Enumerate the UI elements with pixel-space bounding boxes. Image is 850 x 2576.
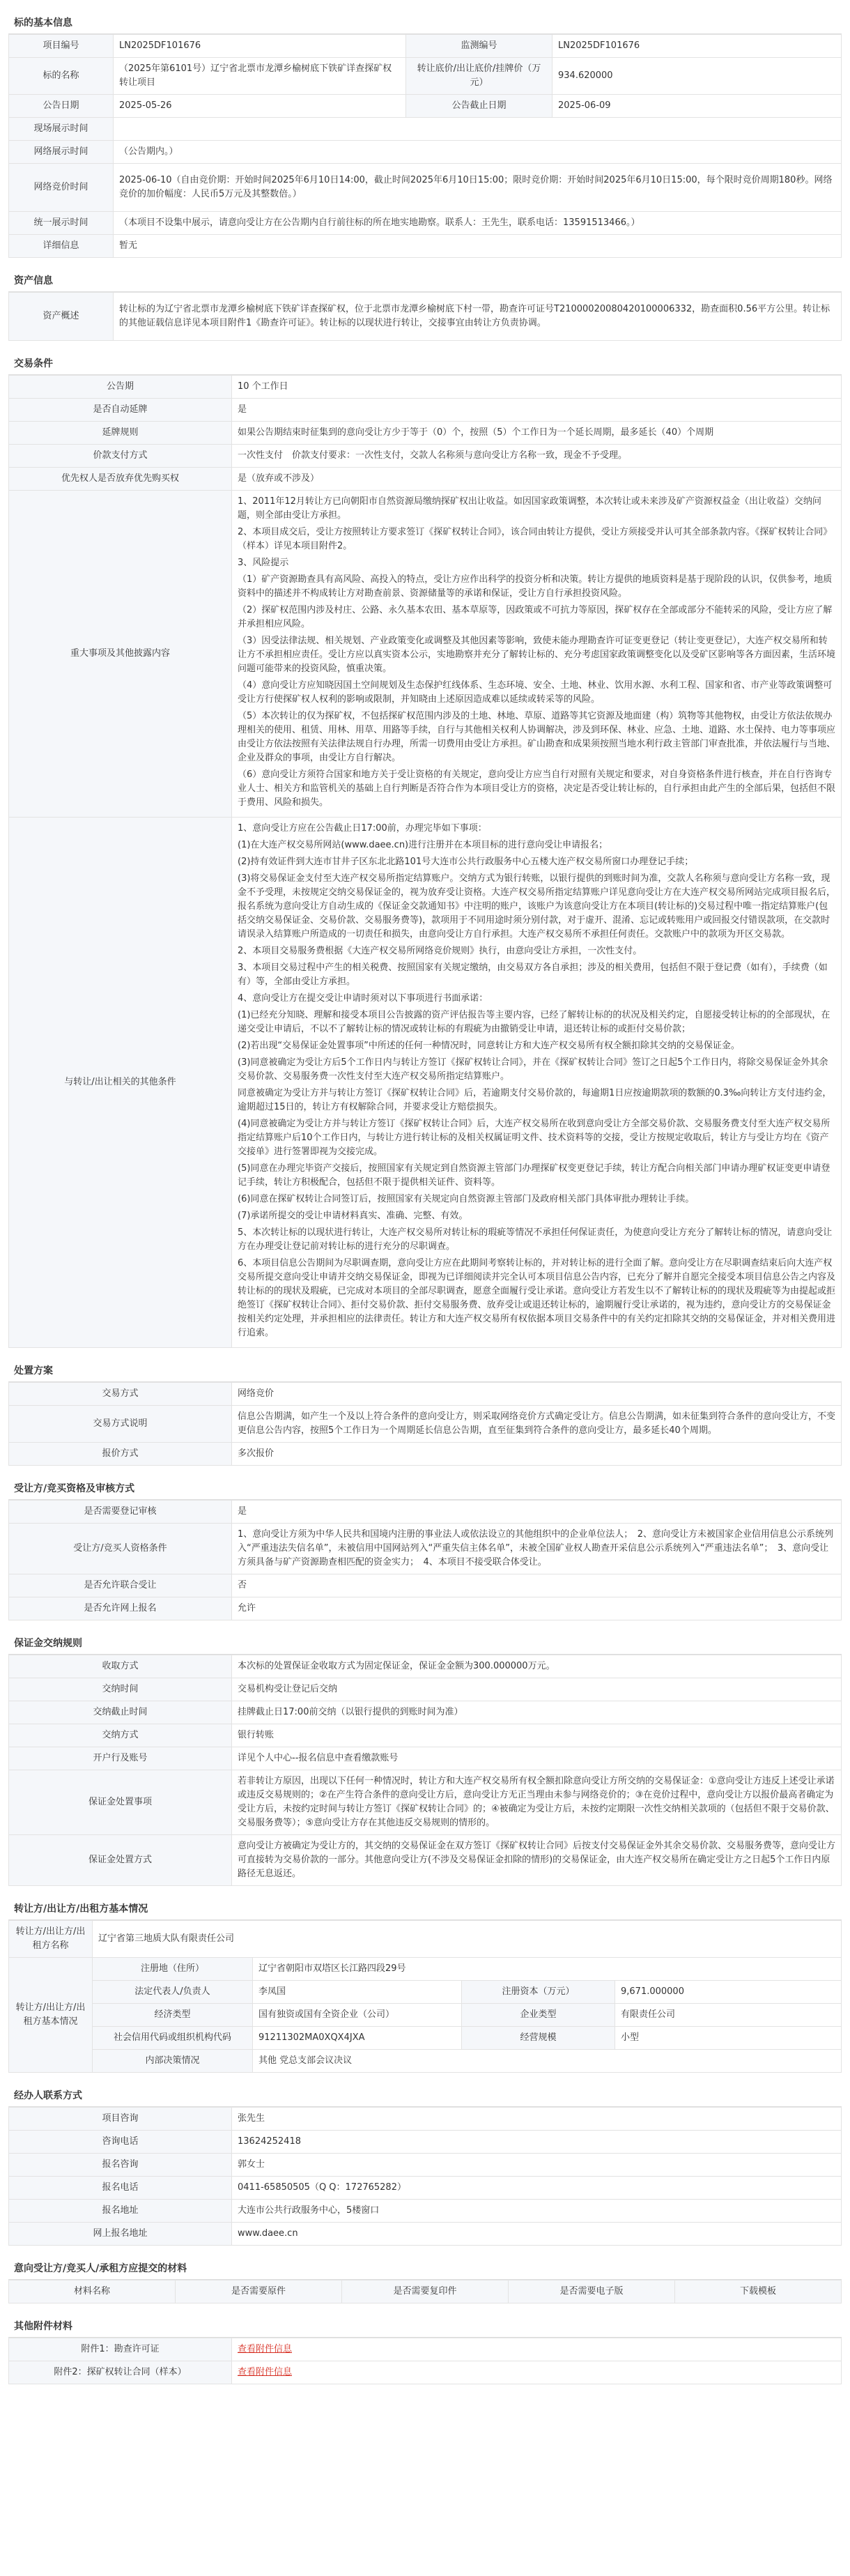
section-transferor-title: 转让方/出让方/出租方基本情况 [8, 1894, 842, 1920]
label: 保证金处置方式 [9, 1835, 232, 1886]
requirements-table [8, 1500, 842, 1620]
section-requirements-title: 受让方/竞买资格及审核方式 [8, 1474, 842, 1500]
economic-type: 国有独资或国有全资企业（公司） [253, 2004, 462, 2027]
credit-code: 91211302MA0XQX4JXA [253, 2027, 462, 2050]
legal-rep: 李凤国 [253, 1981, 462, 2004]
col-header: 材料名称 [9, 2280, 176, 2303]
label: 交易方式 [9, 1383, 232, 1406]
para: (3)将交易保证金支付至大连产权交易所指定结算账户。交纳方式为银行转账，以银行提供的到账时间为准，交款人名称须与意向受让方名称一致，现金不予受理，未按规定交纳交易保证金的，视为放弃受让资格。大连产权交易所指定结算账户详见意向受让方在大连产权交易所网站完成项目报名后，报名系统为意向受让方自动生成的《保证金交款通知书》中注明的账户，该账户为该意向受让方在本项目(转让标的)交易过程中唯一指定结算账户(包括交纳交易保证金、交易价款、交易服务费等)，款项用于不同用途时须分别付款，对于虚开、混淆、忘记或转账用户或回报交付错误款项，在交款时请误录入结算账户所造成的一切责任和损失，由意向受让方自行承担。大连产权交易所不承担任何责任。交款账户中的款项为开区交易款。 [238, 873, 836, 940]
label: 转让方/出让方/出租方基本情况 [9, 1958, 93, 2073]
label: 注册地（住所） [93, 1958, 253, 1981]
deposit-amount: 本次标的处置保证金收取方式为固定保证金，保证金金额为300.000000万元。 [232, 1655, 842, 1678]
para: 2、本项目交易服务费根据《大连产权交易所网络竞价规则》执行，由意向受让方承担，一次性支付。 [238, 946, 642, 956]
asset-overview: 转让标的为辽宁省北票市龙潭乡榆树底下铁矿详查探矿权，位于北票市龙潭乡榆树底下村一带，勘查许可证号T21000020080420100006332，勘查面积0.56平方公里。转让标的其他证载信息详见本项目附件1《勘查许可证》。转让标的以现状进行转让，交接事宜由转让方负责协调。 [114, 293, 842, 341]
label: 网上报名地址 [9, 2223, 232, 2246]
section-asset-title: 资产信息 [8, 266, 842, 292]
label: 现场展示时间 [9, 118, 114, 141]
label: 咨询电话 [9, 2131, 232, 2154]
attachments-table [8, 2338, 842, 2384]
consult-phone: 13624252418 [232, 2131, 842, 2154]
section-deposit-title: 保证金交纳规则 [8, 1629, 842, 1655]
label: 标的名称 [9, 58, 114, 95]
label: 受让方/竞买人资格条件 [9, 1524, 232, 1574]
para: 1、意向受让方应在公告截止日17:00前，办理完毕如下事项： [238, 823, 487, 834]
project-no: LN2025DF101676 [114, 35, 406, 58]
label: 是否允许网上报名 [9, 1597, 232, 1620]
label: 公告截止日期 [406, 95, 552, 118]
online-register-url: www.daee.cn [232, 2223, 842, 2246]
deposit-dispose: 若非转让方原因，出现以下任何一种情况时，转让方和大连产权交易所有权全额扣除意向受让方所交纳的交易保证金：①意向受让方违反上述受让承诺或违反交易规则的；②在产生符合条件的意向受让方后，意向受让方无正当理由未参与网络竞价的；③在竞价过程中，意向受让方以报价最高者确定为受让方后，未按约定时间与转让方签订《探矿权转让合同》的；④被确定为受让方后，未按约定期限一次性交纳相关款项的（包括但不限于交易价款、交易服务费等）；⑤意向受让方存在其他违反交易规则的情形的。 [232, 1770, 842, 1835]
para: （5）本次转让的仅为探矿权，不包括探矿权范围内涉及的土地、林地、草原、道路等其它资源及地面建（构）筑物等其他物权，由受让方依法依规办理相关的使用、租赁、用林、用草、用路等手续，自行与其他相关权利人协调解决，涉及到环保、林业、应急、土地、道路、水土保持、电力等事项应由受让方依法按照有关法律法规自行办理，所需一切费用由受让方承担。矿山勘查和成果须按照当地水利行政主管部门审查批准，并依法履行与当地、企业及群众的事项，由受让方自行解决。 [238, 711, 836, 763]
para: （6）意向受让方须符合国家和地方关于受让资格的有关规定，意向受让方应当自行对照有关规定和要求，对自身资格条件进行核查，并在自行咨询专业人士、相关方和监管机关的基础上自行判断是否符合作为本项目受让方的资格，决定是否受让转让标的，自行承担由此产生的全部后果，包括但不限于费用、风险和损失。 [238, 769, 836, 808]
asset-table [8, 292, 842, 341]
deposit-time: 交易机构受让登记后交纳 [232, 1678, 842, 1701]
label: 经营规模 [462, 2027, 615, 2050]
other-conditions [232, 818, 842, 1348]
label: 法定代表人/负责人 [93, 1981, 253, 2004]
contact-table [8, 2107, 842, 2246]
project-contact: 张先生 [232, 2108, 842, 2131]
label: 与转让/出让相关的其他条件 [9, 818, 232, 1348]
transferor-name: 辽宁省第三地质大队有限责任公司 [93, 1921, 842, 1958]
buyer-qualification: 1、意向受让方须为中华人民共和国境内注册的事业法人或依法设立的其他组织中的企业单位法人； 2、意向受让方未被国家企业信用信息公示系统列入“严重违法失信名单”，未被信用中国网站列入“严重失信主体名单”，未被全国矿业权人勘查开采信息公示系统列入“严重违法名单”； 3、意向受让方须具备与矿产资源勘查相匹配的资金实力； 4、本项目不接受联合体受让。 [232, 1524, 842, 1574]
label: 转让底价/出让底价/挂牌价（万元） [406, 58, 552, 95]
site-display-time [114, 118, 842, 141]
para: 同意被确定为受让方并与转让方签订《探矿权转让合同》后，若逾期支付交易价款的，每逾期1日应按逾期款项的数额的0.3‰向转让方支付违约金，逾期超过15日的，转让方有权解除合同，并要求受让方赔偿损失。 [238, 1088, 832, 1112]
bottom-spacer [8, 2384, 842, 2398]
label: 经济类型 [93, 2004, 253, 2027]
label: 是否允许联合受让 [9, 1574, 232, 1597]
materials-table [8, 2280, 842, 2303]
para: 5、本次转让标的以现状进行转让，大连产权交易所对转让标的瑕疵等情况不承担任何保证责任，为使意向受让方充分了解转让标的情况，请意向受让方在办理受让登记前对转让标的进行充分的尽职调查。 [238, 1227, 833, 1252]
label: 报价方式 [9, 1443, 232, 1466]
col-header: 是否需要原件 [176, 2280, 342, 2303]
label: 报名咨询 [9, 2154, 232, 2177]
auto-extend: 是 [232, 399, 842, 422]
label: 价款支付方式 [9, 445, 232, 468]
internal-decision: 其他 党总支部会议决议 [253, 2050, 842, 2073]
view-attachment-2-link[interactable]: 查看附件信息 [238, 2367, 293, 2377]
attachment-2-cell [232, 2361, 842, 2384]
label: 开户行及账号 [9, 1747, 232, 1770]
allow-joint: 否 [232, 1574, 842, 1597]
para: (6)同意在探矿权转让合同签订后，按照国家有关规定向自然资源主管部门及政府相关部门具体审批办理转让手续。 [238, 1194, 695, 1204]
enterprise-type: 有限责任公司 [615, 2004, 842, 2027]
para: （1）矿产资源勘查具有高风险、高投入的特点，受让方应作出科学的投资分析和决策。转让方提供的地质资料是基于现阶段的认识，仅供参考，地质资料中的描述并不构成转让方对勘查前景、资源储量等的承诺和保证，受让方自行承担投资风险。 [238, 574, 833, 599]
para: (5)同意在办理完毕资产交接后，按照国家有关规定到自然资源主管部门办理探矿权变更登记手续，转让方配合向相关部门申请办理矿权证变更申请登记手续，转让方积极配合，包括但不限于提供相关证件、资料等。 [238, 1163, 830, 1188]
register-contact: 郭女士 [232, 2154, 842, 2177]
para: （4）意向受让方应知晓因国土空间规划及生态保护红线体系、生态环境、安全、土地、林业、饮用水源、水利工程、国家和省、市产业等政策调整可受让方行使探矿权人权利的影响或限制，并知晓由上述原因造成难以延续或转采等的风险。 [238, 680, 833, 705]
transferor-address: 辽宁省朝阳市双塔区长江路四段29号 [253, 1958, 842, 1981]
label: 资产概述 [9, 293, 114, 341]
basic-table [8, 34, 842, 258]
label: 项目咨询 [9, 2108, 232, 2131]
major-disclosures [232, 491, 842, 818]
label: 项目编号 [9, 35, 114, 58]
label: 公告期 [9, 376, 232, 399]
label: 企业类型 [462, 2004, 615, 2027]
label: 优先权人是否放弃优先购买权 [9, 468, 232, 491]
para: （3）因受法律法规、相关规划、产业政策变化或调整及其他因素等影响，致使未能办理勘查许可证变更登记（转让变更登记），大连产权交易所和转让方不承担相应责任。受让方应以真实资本公示，实地勘察并充分了解转让标的、充分考虑国家政策调整变化以及受矿区影响等各方面因素，生活环境问题可能带来的投资风险，慎重决策。 [238, 636, 836, 674]
label: 监测编号 [406, 35, 552, 58]
label: 重大事项及其他披露内容 [9, 491, 232, 818]
deposit-way: 银行转账 [232, 1724, 842, 1747]
deposit-table [8, 1655, 842, 1886]
label: 交纳方式 [9, 1724, 232, 1747]
payment-method: 一次性支付 价款支付要求：一次性支付，交款人名称须与意向受让方名称一致，现金不予受理。 [232, 445, 842, 468]
label: 社会信用代码或组织机构代码 [93, 2027, 253, 2050]
detail-info: 暂无 [114, 235, 842, 258]
col-header: 是否需要复印件 [342, 2280, 509, 2303]
disposal-table [8, 1382, 842, 1466]
para: (2)持有效证件到大连市甘井子区东北北路101号大连市公共行政服务中心五楼大连产权交易所窗口办理登记手续； [238, 857, 694, 867]
online-display-time: （公告期内。） [114, 141, 842, 164]
deposit-rule: 意向受让方被确定为受让方的，其交纳的交易保证金在双方签订《探矿权转让合同》后按支付交易保证金外其余交易价款、交易服务费等，意向受让方可直接转为交易价款的一部分。其他意向受让方(不涉及交易保证金扣除的情形)的交易保证金，由大连产权交易所在确定受让方之日起5个工作日内原路径无息返还。 [232, 1835, 842, 1886]
monitor-no: LN2025DF101676 [552, 35, 842, 58]
label: 保证金处置事项 [9, 1770, 232, 1835]
label: 网络竞价时间 [9, 164, 114, 212]
label: 网络展示时间 [9, 141, 114, 164]
announce-period: 10 个工作日 [232, 376, 842, 399]
deposit-bank: 详见个人中心--报名信息中查看缴款账号 [232, 1747, 842, 1770]
deposit-deadline: 挂牌截止日17:00前交纳（以银行提供的到账时间为准） [232, 1701, 842, 1724]
announce-date: 2025-05-26 [114, 95, 406, 118]
conditions-table [8, 375, 842, 1348]
para: (7)承诺所提交的受让申请材料真实、准确、完整、有效。 [238, 1211, 468, 1221]
section-conditions-title: 交易条件 [8, 349, 842, 375]
need-audit: 是 [232, 1501, 842, 1524]
para: 3、风险提示 [238, 558, 289, 568]
col-header: 是否需要电子版 [509, 2280, 675, 2303]
extend-rule: 如果公告期结束时征集到的意向受让方少于等于（0）个，按照（5）个工作日为一个延长周期，最多延长（40）个周期 [232, 422, 842, 445]
para: 4、意向受让方在提交受让申请时须对以下事项进行书面承诺： [238, 993, 488, 1004]
trade-mode: 网络竞价 [232, 1383, 842, 1406]
quote-mode: 多次报价 [232, 1443, 842, 1466]
announce-end-date: 2025-06-09 [552, 95, 842, 118]
register-phone: 0411-65850505（Q Q：172765282） [232, 2177, 842, 2200]
label: 延牌规则 [9, 422, 232, 445]
transferor-table [8, 1920, 842, 2073]
label: 报名电话 [9, 2177, 232, 2200]
view-attachment-1-link[interactable]: 查看附件信息 [238, 2344, 293, 2354]
section-materials-title: 意向受让方/竞买人/承租方应提交的材料 [8, 2254, 842, 2280]
label: 交纳时间 [9, 1678, 232, 1701]
label: 报名地址 [9, 2200, 232, 2223]
section-disposal-title: 处置方案 [8, 1356, 842, 1382]
col-header: 下载模板 [675, 2280, 842, 2303]
online-bid-time: 2025-06-10（自由竞价期：开始时间2025年6月10日14:00，截止时间2025年6月10日15:00；限时竞价期：开始时间2025年6月10日15:00，每个限时竞价周期180秒。网络竞价的加价幅度：人民币5万元及其整数倍。） [114, 164, 842, 212]
section-contact-title: 经办人联系方式 [8, 2081, 842, 2107]
label: 详细信息 [9, 235, 114, 258]
para: (4)同意被确定为受让方并与转让方签订《探矿权转让合同》后，大连产权交易所在收到意向受让方全部交易价款、交易服务费支付至大连产权交易所指定结算账户后10个工作日内，与转让方进行转让标的及相关权属证明文件、技术资料等的交接，受让方按规定收取后，转让方与受让方均在《资产交接单》进行签署即视为交接完成。 [238, 1119, 830, 1157]
unified-display-time: （本项目不设集中展示，请意向受让方在公告期内自行前往标的所在地实地勘察。联系人：王先生，联系电话：13591513466。） [114, 212, 842, 235]
para: (2)若出现“交易保证金处置事项”中所述的任何一种情况时，同意转让方和大连产权交易所有权全额扣除其交纳的交易保证金。 [238, 1041, 740, 1051]
attachment-1-cell [232, 2338, 842, 2361]
project-name: （2025年第6101号）辽宁省北票市龙潭乡榆树底下铁矿详查探矿权转让项目 [114, 58, 406, 95]
label: 注册资本（万元） [462, 1981, 615, 2004]
para: 1、2011年12月转让方已向朝阳市自然资源局缴纳探矿权出让收益。如因国家政策调整，本次转让或未来涉及矿产资源权益金（出让收益）交纳问题，则全部由受让方承担。 [238, 496, 821, 521]
section-attachments-title: 其他附件材料 [8, 2312, 842, 2338]
para: (1)在大连产权交易所网站(www.daee.cn)进行注册并在本项目标的进行意向受让申请报名； [238, 840, 608, 850]
allow-online-register: 允许 [232, 1597, 842, 1620]
label: 转让方/出让方/出租方名称 [9, 1921, 93, 1958]
label: 公告日期 [9, 95, 114, 118]
para: 2、本项目成交后，受让方按照转让方要求签订《探矿权转让合同》，该合同由转让方提供，受让方须接受并认可其全部条款内容。《探矿权转让合同》（样本）详见本项目附件2。 [238, 527, 833, 551]
para: 3、本项目交易过程中产生的相关税费、按照国家有关规定缴纳，由交易双方各自承担；涉及的相关费用，包括但不限于登记费（如有），手续费（如有）等，全部由受让方承担。 [238, 963, 828, 987]
trade-mode-desc: 信息公告期满，如产生一个及以上符合条件的意向受让方，则采取网络竞价方式确定受让方。信息公告期满，如未征集到符合条件的意向受让方，不变更信息公告内容，按照5个工作日为一个周期延长信息公告期，直至征集到符合条件的意向受让方，最多延长40个周期。 [232, 1406, 842, 1443]
register-address: 大连市公共行政服务中心，5楼窗口 [232, 2200, 842, 2223]
section-basic-title: 标的基本信息 [8, 8, 842, 34]
label: 是否需要登记审核 [9, 1501, 232, 1524]
para: (3)同意被确定为受让方后5个工作日内与转让方签订《探矿权转让合同》，并在《探矿权转让合同》签订之日起5个工作日内，将除交易保证金外其余交易价款、交易服务费一次性支付至大连产权交易所指定结算账户。 [238, 1057, 828, 1082]
para: (1)已经充分知晓、理解和接受本项目公告披露的资产评估报告等主要内容，已经了解转让标的的状况及相关约定，自愿接受转让标的的全部现状，在递交受让申请后，不以不了解转让标的情况或转让标的有瑕疵为由撤销受让申请，退还转让标的或拒付交易价款； [238, 1010, 830, 1034]
priority-right: 是（放弃或不涉及） [232, 468, 842, 491]
label: 是否自动延牌 [9, 399, 232, 422]
page [8, 8, 842, 2398]
para: 6、本项目信息公告期间为尽职调查期，意向受让方应在此期间考察转让标的，并对转让标的进行全面了解。意向受让方在尽职调查结束后向大连产权交易所提交意向受让申请并交纳交易保证金，即视为已详细阅读并完全认可本项目信息公告内容，已充分了解并自愿完全接受本项目信息公告之内容及转让标的的现状及瑕疵，已完成对本项目的全部尽职调查，愿意全面履行受让承诺。意向受让方若发生以不了解转让标的的现状及瑕疵等为由提起或拒绝签订《探矿权转让合同》、拒付交易价款、拒付交易服务费、放弃受让或退还转让标的，逾期履行受让承诺的，视为违约，意向受让方的交易保证金按相关约定处理，并承担相应的法律责任。转让方和大连产权交易所有权依据本项目交易条件中的有关约定扣除其交纳的交易保证金，并对相关费用进行追索。 [238, 1258, 836, 1338]
registered-capital: 9,671.000000 [615, 1981, 842, 2004]
label: 附件1：勘查许可证 [9, 2338, 232, 2361]
reserve-price: 934.620000 [552, 58, 842, 95]
label: 交易方式说明 [9, 1406, 232, 1443]
label: 附件2：探矿权转让合同（样本） [9, 2361, 232, 2384]
para: （2）探矿权范围内涉及村庄、公路、永久基本农田、基本草原等，因政策或不可抗力等原因，探矿权存在全部或部分不能转采的风险，受让方应了解并承担相应风险。 [238, 605, 833, 629]
label: 收取方式 [9, 1655, 232, 1678]
label: 交纳截止时间 [9, 1701, 232, 1724]
label: 统一展示时间 [9, 212, 114, 235]
label: 内部决策情况 [93, 2050, 253, 2073]
business-scale: 小型 [615, 2027, 842, 2050]
